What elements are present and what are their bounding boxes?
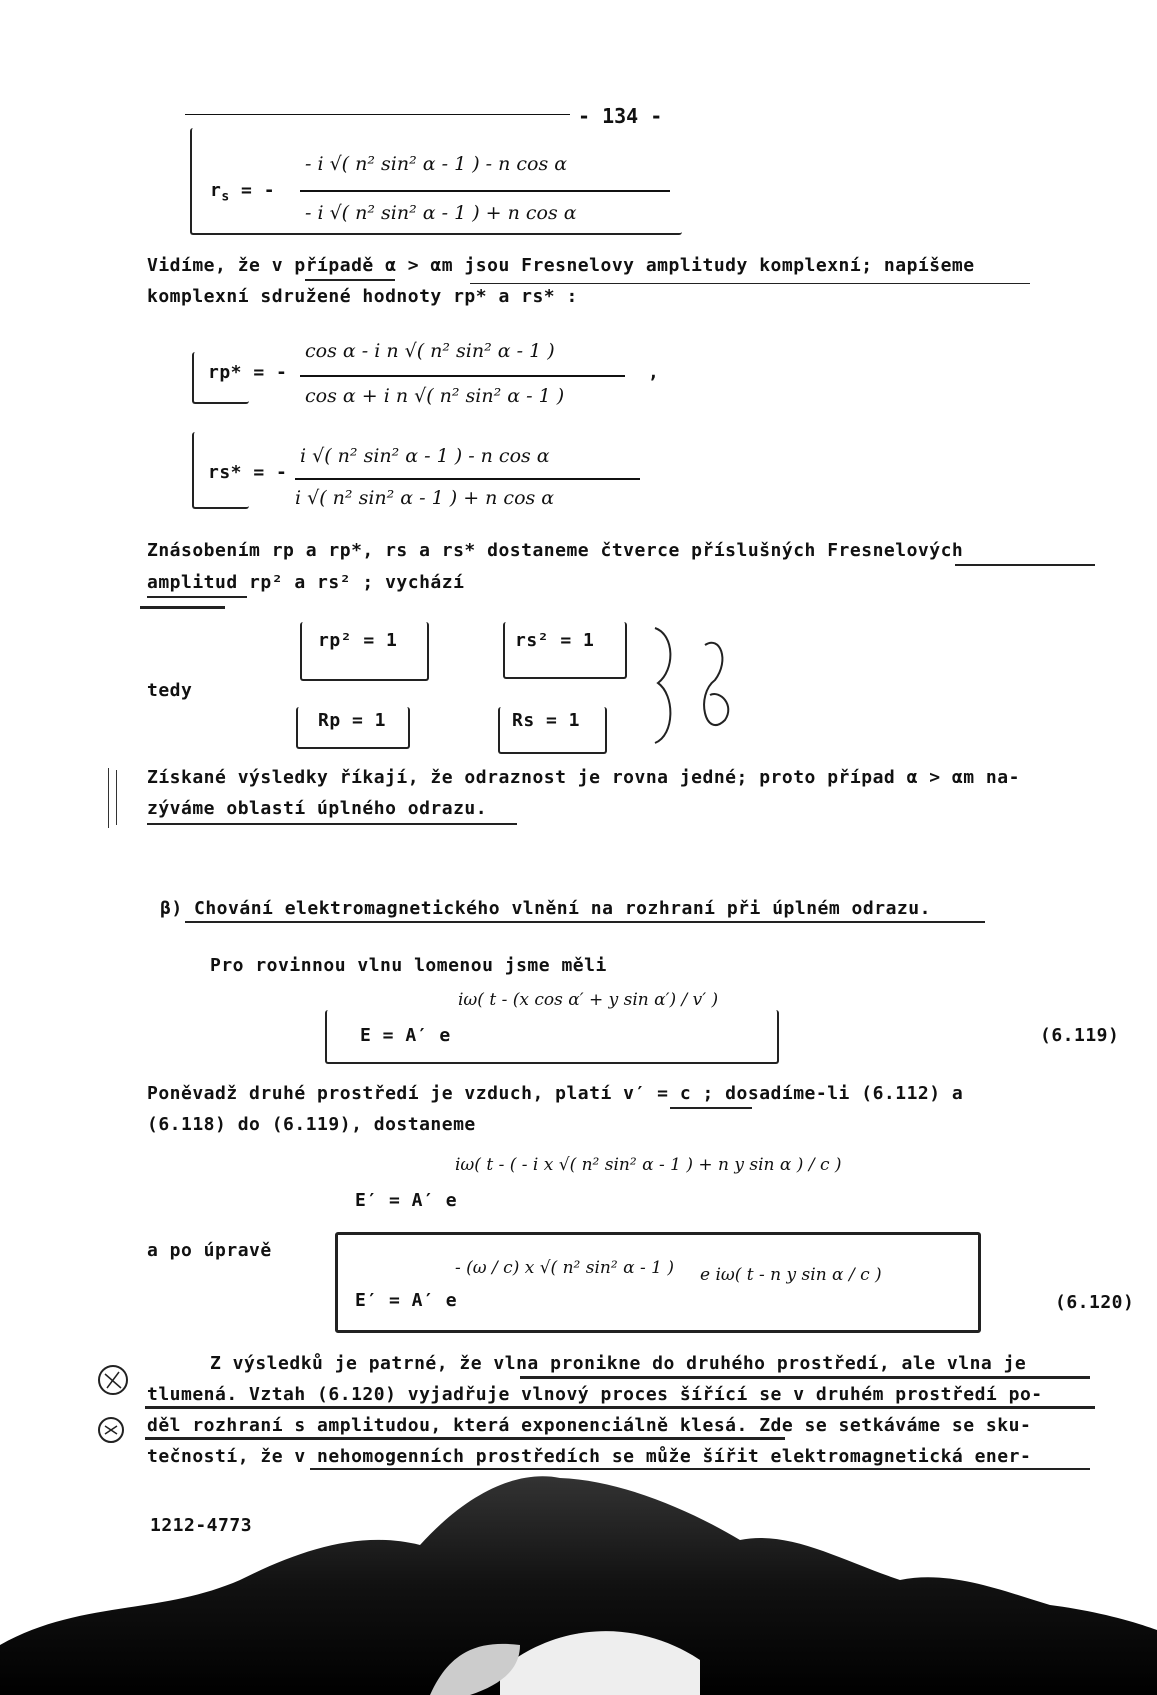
margin-stamp-icons (95, 1360, 135, 1450)
footer-code: 1212-4773 (150, 1515, 253, 1536)
eq-rs-star-fraction-bar (295, 478, 640, 480)
margin-mark-1 (108, 768, 109, 828)
para5-line1: Poněvadž druhé prostředí je vzduch, platí v′ = c ; dosadíme-li (6.112) a (147, 1083, 964, 1104)
underline-fresnelovych (955, 564, 1095, 566)
underline-pripade (305, 279, 395, 281)
tedy-label: tedy (147, 680, 193, 701)
para6-line1: Z výsledků je patrné, že vlna pronikne do druhého prostředí, ale vlna je (210, 1353, 1027, 1374)
eq-rp-star-numerator: cos α - i n √( n² sin² α - 1 ) (305, 340, 555, 362)
underline-oblasti (147, 823, 517, 825)
underline-vc (670, 1107, 752, 1109)
underline-amplitud (147, 596, 247, 598)
Rs: Rs = 1 (512, 710, 581, 731)
eq-6119-lhs: E = A′ e (360, 1025, 451, 1046)
eq-rs-fraction-bar (300, 190, 670, 192)
eq-rp-star-denominator: cos α + i n √( n² sin² α - 1 ) (305, 385, 565, 407)
eq-rp-star-comma: , (648, 362, 660, 383)
eq-6120-exp2: e iω( t - n y sin α / c ) (700, 1265, 882, 1285)
para3-line1: Získané výsledky říkají, že odraznost je rovna jedné; proto případ α > αm na- (147, 767, 1020, 788)
eq-Eprime-exponent: iω( t - ( - i x √( n² sin² α - 1 ) + n y sin α ) / c ) (455, 1155, 842, 1175)
rp2: rp² = 1 (318, 630, 398, 651)
Rp: Rp = 1 (318, 710, 387, 731)
eq-6120-number: (6.120) (1055, 1292, 1135, 1313)
eq-6120-exp1: - (ω / c) x √( n² sin² α - 1 ) (455, 1258, 674, 1278)
para3-line2: zýváme oblastí úplného odrazu. (147, 798, 488, 819)
top-rule (185, 114, 570, 115)
torn-paper-edge (0, 1470, 1157, 1695)
section-heading: β) Chování elektromagnetického vlnění na rozhraní při úplném odrazu. (160, 898, 931, 919)
para1-line1: Vidíme, že v případě α > αm jsou Fresnelovy amplitudy komplexní; napíšeme (147, 255, 975, 276)
eq-6119-number: (6.119) (1040, 1025, 1120, 1046)
rs2: rs² = 1 (515, 630, 595, 651)
section-heading-underline (185, 921, 985, 923)
underline-fresnel (470, 283, 1030, 284)
para6-line2: tlumená. Vztah (6.120) vyjadřuje vlnový proces šířící se v druhém prostředí po- (147, 1384, 1043, 1405)
eq-6120-box (335, 1232, 981, 1333)
handwritten-brace-mark (650, 625, 750, 750)
para4: Pro rovinnou vlnu lomenou jsme měli (210, 955, 607, 976)
eq-Eprime-lhs: E′ = A′ e (355, 1190, 458, 1211)
eq-rp-star-fraction-bar (300, 375, 625, 377)
highlight-line2 (145, 1406, 1095, 1409)
eq-rs-numerator: - i √( n² sin² α - 1 ) - n cos α (305, 153, 568, 175)
po-uprave: a po úpravě (147, 1240, 272, 1261)
eq-6120-lhs: E′ = A′ e (355, 1290, 458, 1311)
para2-line1: Znásobením rp a rp*, rs a rs* dostaneme čtverce příslušných Fresnelových (147, 540, 964, 561)
eq-rs-denominator: - i √( n² sin² α - 1 ) + n cos α (305, 202, 577, 224)
margin-mark-2 (116, 770, 117, 825)
eq-rp-star-lhs: rp* = - (208, 362, 288, 383)
page-number: - 134 - (578, 104, 663, 128)
eq-rs-star-numerator: i √( n² sin² α - 1 ) - n cos α (300, 445, 550, 467)
underline-amplitud-2 (140, 606, 225, 609)
para5-line2: (6.118) do (6.119), dostaneme (147, 1114, 476, 1135)
eq-rs-star-lhs: rs* = - (208, 462, 288, 483)
highlight-line3 (145, 1437, 785, 1440)
eq-rs-star-denominator: i √( n² sin² α - 1 ) + n cos α (295, 487, 555, 509)
highlight-line1 (520, 1376, 1090, 1379)
para1-line2: komplexní sdružené hodnoty rp* a rs* : (147, 286, 578, 307)
eq-rs-lhs: $r_s$ = - (210, 180, 276, 205)
para2-line2: amplitud rp² a rs² ; vychází (147, 572, 465, 593)
para6-line4: tečností, že v nehomogenních prostředích se může šířit elektromagnetická ener- (147, 1446, 1032, 1467)
para6-line3: děl rozhraní s amplitudou, která exponenciálně klesá. Zde se setkáváme se sku- (147, 1415, 1032, 1436)
eq-6119-exponent: iω( t - (x cos α′ + y sin α′) / v′ ) (458, 990, 719, 1010)
